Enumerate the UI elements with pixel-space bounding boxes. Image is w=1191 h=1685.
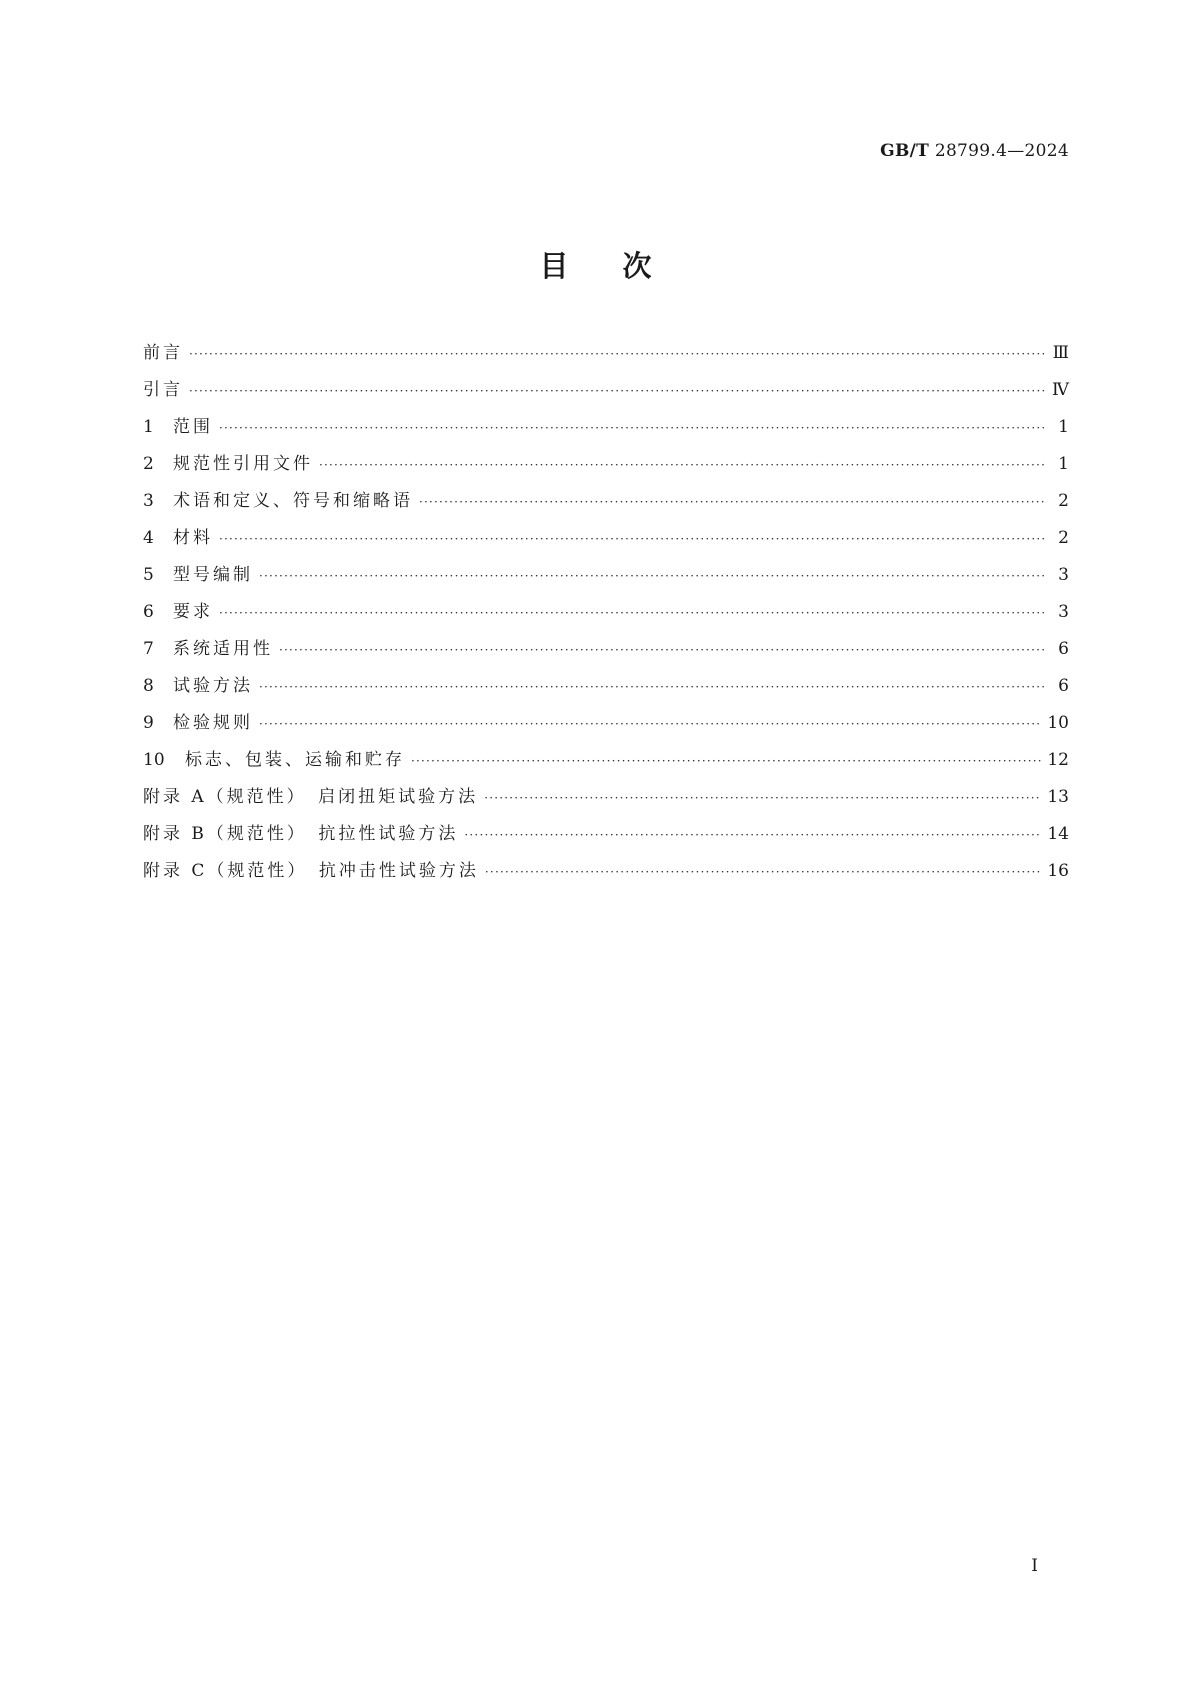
toc-entry-appendix-a[interactable]	[143, 782, 1069, 819]
toc-entry-2[interactable]	[143, 449, 1069, 486]
toc-label: 试验方法	[173, 676, 253, 696]
toc-number: 4	[143, 528, 154, 548]
toc-label: 术语和定义、符号和缩略语	[173, 491, 413, 511]
toc-page: 6	[1058, 639, 1069, 659]
toc-label: 标志、包装、运输和贮存	[185, 750, 405, 770]
standard-number: 28799.4—2024	[934, 141, 1069, 161]
page-number: Ⅰ	[1031, 1556, 1038, 1576]
toc-page: 16	[1047, 861, 1069, 881]
toc-number: 2	[143, 454, 154, 474]
toc-page: 2	[1058, 491, 1069, 511]
toc-leader	[259, 717, 1041, 731]
toc-label: 检验规则	[173, 713, 253, 733]
toc-page: 10	[1047, 713, 1069, 733]
toc-number: 5	[143, 565, 154, 585]
toc-label: 范围	[173, 417, 213, 437]
toc-label: 附录 C（规范性） 抗冲击性试验方法	[143, 861, 479, 881]
toc-leader	[219, 421, 1047, 435]
standard-code	[880, 141, 1069, 161]
toc-entry-6[interactable]	[143, 597, 1069, 634]
toc-entry-3[interactable]	[143, 486, 1069, 523]
toc-label: 附录 B（规范性） 抗拉性试验方法	[143, 824, 459, 844]
toc-entry-7[interactable]	[143, 634, 1069, 671]
toc-number: 7	[143, 639, 154, 659]
toc-leader	[259, 569, 1047, 583]
toc-leader	[419, 495, 1047, 509]
table-of-contents	[143, 338, 1069, 893]
toc-leader	[485, 865, 1041, 879]
toc-page: 3	[1058, 565, 1069, 585]
toc-leader	[319, 458, 1047, 472]
toc-entry-8[interactable]	[143, 671, 1069, 708]
toc-label: 系统适用性	[173, 639, 273, 659]
toc-leader	[464, 828, 1041, 842]
toc-number: 8	[143, 676, 154, 696]
toc-entry-1[interactable]	[143, 412, 1069, 449]
toc-label: 型号编制	[173, 565, 253, 585]
toc-entry-4[interactable]	[143, 523, 1069, 560]
toc-leader	[411, 754, 1041, 768]
toc-entry-introduction[interactable]	[143, 375, 1069, 412]
toc-entry-appendix-b[interactable]	[143, 819, 1069, 856]
toc-page: Ⅲ	[1052, 343, 1069, 363]
toc-leader	[219, 532, 1047, 546]
toc-leader	[279, 643, 1047, 657]
toc-page: Ⅳ	[1052, 380, 1069, 400]
toc-leader	[189, 384, 1046, 398]
toc-label: 引言	[143, 380, 183, 400]
toc-page: 12	[1047, 750, 1069, 770]
toc-entry-5[interactable]	[143, 560, 1069, 597]
standard-prefix: GB/T	[880, 141, 930, 161]
toc-entry-10[interactable]	[143, 745, 1069, 782]
toc-entry-appendix-c[interactable]	[143, 856, 1069, 893]
toc-label: 附录 A（规范性） 启闭扭矩试验方法	[143, 787, 479, 807]
toc-label: 要求	[173, 602, 213, 622]
toc-page: 2	[1058, 528, 1069, 548]
toc-label: 材料	[173, 528, 213, 548]
toc-leader	[484, 791, 1041, 805]
toc-leader	[259, 680, 1047, 694]
toc-page: 14	[1047, 824, 1069, 844]
toc-leader	[219, 606, 1047, 620]
toc-page: 1	[1058, 417, 1069, 437]
toc-entry-foreword[interactable]	[143, 338, 1069, 375]
toc-page: 13	[1047, 787, 1069, 807]
toc-page: 3	[1058, 602, 1069, 622]
toc-page: 6	[1058, 676, 1069, 696]
toc-label: 规范性引用文件	[173, 454, 313, 474]
toc-leader	[189, 347, 1047, 361]
page-title: 目次	[539, 249, 706, 283]
toc-number: 10	[143, 750, 165, 770]
toc-label: 前言	[143, 343, 183, 363]
toc-number: 1	[143, 417, 154, 437]
toc-number: 9	[143, 713, 154, 733]
toc-number: 3	[143, 491, 154, 511]
toc-number: 6	[143, 602, 154, 622]
toc-entry-9[interactable]	[143, 708, 1069, 745]
toc-page: 1	[1058, 454, 1069, 474]
